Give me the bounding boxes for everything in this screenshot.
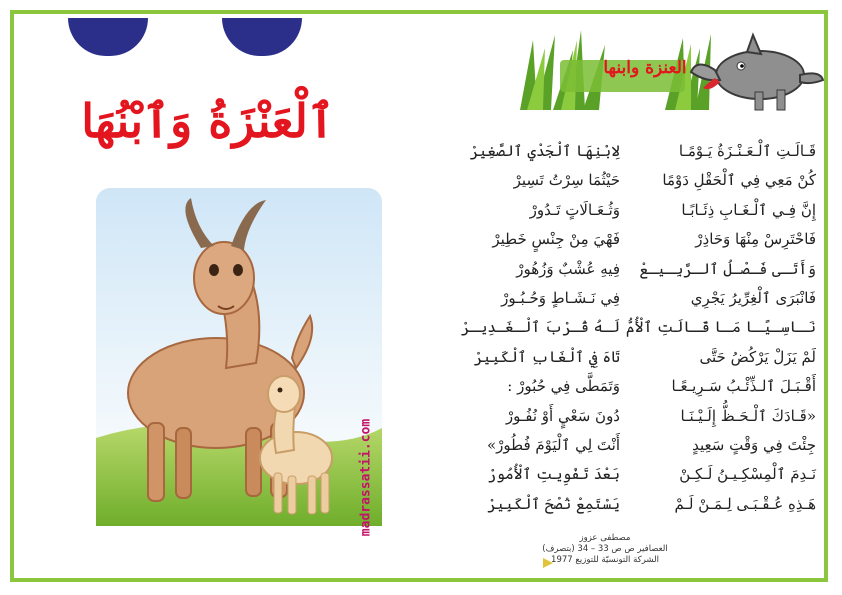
poem-line: قَـالَـتِ ٱلْـعَـنْـزَةُ يَـوْمًـا [678, 142, 816, 160]
poem-line: «قَـادَكَ ٱلْـحَـظُّ إِلَـيْـنَـا [680, 406, 816, 425]
decorative-arc-left [68, 18, 148, 56]
poem-line: بَعْدَ تَفْوِيتِ ٱلْأُمُورْ [487, 465, 620, 484]
citation [470, 533, 740, 566]
poem-line: كُنْ مَعِي فِي ٱلْحَقْلِ دَوْمًا [662, 171, 816, 190]
poem-line: وَتَمَطَّى فِي حُبُورْ : [507, 377, 620, 396]
poem-line: يَسْتَمِعْ نُصْحَ ٱلْكَبِيرْ [487, 494, 620, 513]
poem-line: نَـاسِـيًـا مَـا قَـالَتِ ٱلْأُمُّ [625, 318, 816, 337]
poem-line: لَـهُ قُـرْبَ ٱلْـغَـدِيـرْ [461, 318, 620, 337]
poem-line: فِيهِ عُشْبٌ وَزُهُورْ [516, 259, 620, 278]
poem-line: وَثُـعَـالَاتٍ تَـدُورْ [529, 200, 620, 219]
citation-author: مصطفى عزوز [579, 533, 631, 543]
poem-line: فَهْيَ مِنْ جِنْسٍ خَطِيرْ [492, 230, 620, 249]
poem-line: جِئْتَ فِي وَقْتٍ سَعِيدٍ [692, 435, 816, 454]
lesson-title: ٱلْعَنْزَةُ وَٱبْنُهَا [81, 94, 335, 148]
poem-line: إِنَّ فِـي ٱلْـغَـابِ ذِئَـابًـا [681, 200, 816, 219]
citation-source: العصافير ص ص 33 – 34 (بتصرف) [542, 544, 668, 554]
site-watermark: madrassatii.com [358, 418, 374, 537]
poem-line: هَـذِهِ عُـقْـبَـى لِـمَـنْ لَـمْ [674, 494, 816, 513]
poem-line: دُونَ سَعْيٍ أَوْ نُفُـورْ [505, 406, 620, 425]
poem-line: فِي نَـشَـاطٍ وَحُـبُـورْ [501, 288, 620, 307]
left-page [28, 38, 388, 528]
banner-title: العنزة وابنها [603, 58, 687, 78]
goat-illustration [96, 188, 382, 526]
poem-line: لِابْنِهَا ٱلْجَدْيِ ٱلصَّغِيرْ [469, 142, 620, 160]
poem-column-right [618, 137, 816, 519]
triangle-icon [543, 558, 553, 568]
citation-publisher: الشركة التونسيّة للتوزيع 1977 [551, 555, 659, 565]
poem-line: لَمْ يَزَلْ يَرْكُضُ حَتَّى [699, 347, 816, 366]
poem-line: أَقْـبَـلَ ٱلـذِّئْـبُ سَـرِيـعًـا [671, 377, 816, 396]
poem-line: فَانْبَرَى ٱلْغِرِّيرُ يَجْرِي [690, 288, 816, 307]
poem-column-left [410, 137, 620, 519]
poem-line: أَنْتَ لِي ٱلْيَوْمَ فُطُورْ» [486, 435, 620, 454]
decorative-arc-right [222, 18, 302, 56]
poem-line: فَاحْتَرِسْ مِنْهَا وَحَاذِرْ [695, 230, 816, 249]
poem-line: وَأَتَـى فَـصْـلُ ٱلـرَّبِـيـعْ [639, 259, 816, 278]
poem-line: حَيْثُمَا سِرْتُ تَسِيرْ [513, 171, 620, 190]
poem-line: نَـدِمَ ٱلْمِسْكِـيـنُ لَـكِـنْ [679, 465, 816, 484]
poem-line: تَاهَ فِي ٱلْغَابِ ٱلْكَبِيرْ [473, 347, 620, 366]
